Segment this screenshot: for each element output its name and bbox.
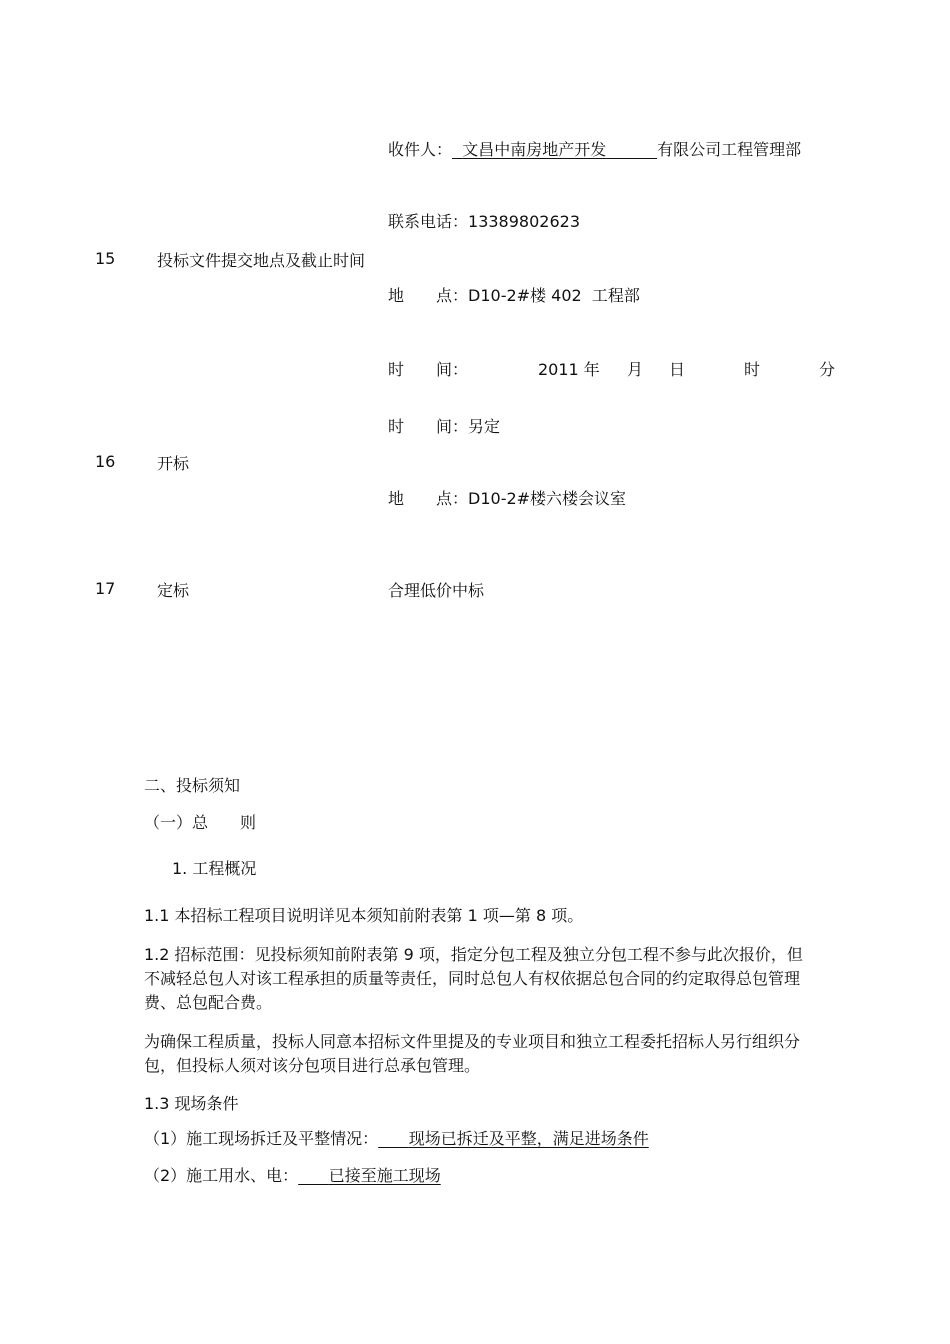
paragraph-1-1: 1.1 本招标工程项目说明详见本须知前附表第 1 项—第 8 项。 — [144, 906, 584, 925]
condition-2-label: （2）施工用水、电： — [144, 1166, 299, 1185]
condition-1 — [144, 1131, 649, 1147]
section-heading: 二、投标须知 — [144, 776, 241, 795]
row-17-value: 合理低价中标 — [388, 581, 485, 600]
time-day: 日 — [669, 360, 686, 379]
condition-2-value: 已接至施工现场 — [328, 1166, 441, 1185]
location-value: D10-2#楼 402 工程部 — [468, 286, 640, 305]
condition-1-label: （1）施工现场拆迁及平整情况： — [144, 1129, 379, 1148]
condition-1-value: 现场已拆迁及平整，满足进场条件 — [408, 1129, 649, 1148]
time-label: 时 间： — [388, 360, 469, 379]
row-16-location — [388, 491, 626, 507]
time-value: 另定 — [468, 417, 501, 436]
item-1-heading: 1. 工程概况 — [172, 859, 257, 878]
row-15-title: 投标文件提交地点及截止时间 — [157, 251, 366, 270]
row-16-number: 16 — [95, 452, 116, 471]
recipient-line — [388, 142, 801, 158]
paragraph-1-3: 1.3 现场条件 — [144, 1094, 239, 1113]
time-label: 时 间： — [388, 417, 469, 436]
location-label: 地 点： — [388, 286, 469, 305]
recipient-suffix: 有限公司工程管理部 — [657, 140, 802, 159]
condition-2 — [144, 1168, 441, 1184]
time-month: 月 — [627, 360, 644, 379]
paragraph-quality: 为确保工程质量，投标人同意本招标文件里提及的专业项目和独立工程委托招标人另行组织分包，但投标人须对该分包项目进行总承包管理。 — [144, 1032, 801, 1075]
row-15-location — [388, 288, 640, 304]
location-label: 地 点： — [388, 489, 469, 508]
row-16-time — [388, 419, 500, 435]
time-year: 2011 年 — [538, 360, 600, 379]
paragraph-1-2: 1.2 招标范围：见投标须知前附表第 9 项，指定分包工程及独立分包工程不参与此次报价，但不减轻总包人对该工程承担的质量等责任，同时总包人有权依据总包合同的约定取得总包管理费、总包配合费。 — [144, 945, 803, 1012]
row-15-number: 15 — [95, 249, 116, 268]
section-subheading: （一）总 则 — [144, 813, 257, 832]
row-16-title: 开标 — [157, 454, 190, 473]
time-minute: 分 — [819, 360, 836, 379]
recipient-label: 收件人： — [388, 140, 453, 159]
row-17-number: 17 — [95, 579, 116, 598]
location-value: D10-2#楼六楼会议室 — [468, 489, 627, 508]
phone-line — [388, 214, 580, 230]
time-hour: 时 — [744, 360, 761, 379]
phone-label: 联系电话： — [388, 212, 469, 231]
phone-value: 13389802623 — [468, 212, 580, 231]
recipient-name: 文昌中南房地产开发 — [462, 140, 607, 159]
row-17-title: 定标 — [157, 581, 190, 600]
